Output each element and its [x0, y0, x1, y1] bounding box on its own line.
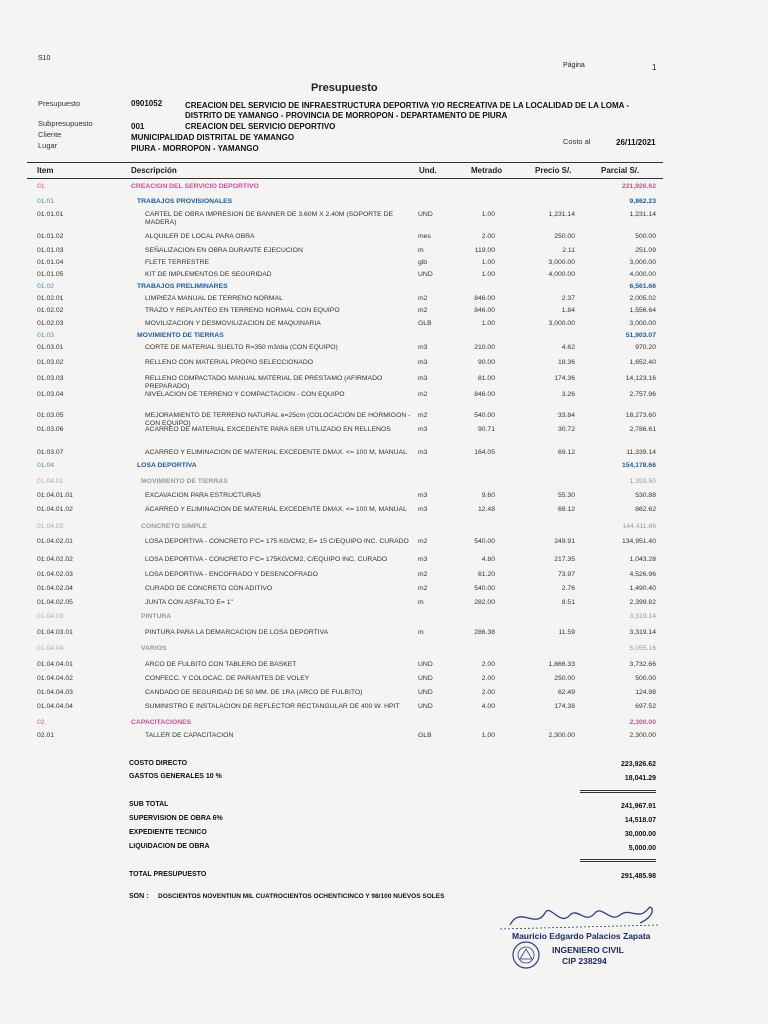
row-metrado: 2.00 [481, 661, 495, 668]
row-metrado: 282.00 [474, 599, 495, 606]
row-description: KIT DE IMPLEMENTOS DE SEGURIDAD [145, 271, 272, 278]
row-parcial: 1,556.64 [629, 307, 656, 314]
subpresupuesto-code: 001 [131, 122, 145, 131]
row-description: ARCO DE FULBITO CON TABLERO DE BASKET [145, 661, 297, 668]
row-parcial: 4,000.00 [629, 271, 656, 278]
row-precio: 30.72 [557, 426, 575, 433]
row-unit: m2 [418, 391, 428, 398]
row-unit: m2 [418, 585, 428, 592]
row-item-code: 01.04.01.01 [37, 492, 73, 499]
row-metrado: 81.00 [477, 375, 495, 382]
row-metrado: 9.60 [481, 492, 495, 499]
row-parcial: 1,231.14 [629, 211, 656, 218]
row-description: TRABAJOS PROVISIONALES [137, 198, 233, 205]
col-precio: Precio S/. [535, 166, 572, 175]
row-description: TRAZO Y REPLANTEO EN TERRENO NORMAL CON EQUIPO [145, 307, 340, 314]
row-item-code: 01.04.04.04 [37, 703, 73, 710]
row-description: MOVILIZACION Y DESMOVILIZACION DE MAQUINARIA [145, 320, 321, 327]
lugar-value: PIURA - MORROPON - YAMANGO [131, 144, 259, 153]
doc-code: S10 [38, 55, 51, 62]
row-description: LOSA DEPORTIVA [137, 462, 197, 469]
row-precio: 62.49 [557, 689, 575, 696]
row-item-code: 02.01 [37, 732, 55, 739]
row-description: ACARREO Y ELIMINACION DE MATERIAL EXCEDENTE DMAX. <= 100 M, MANUAL [145, 449, 407, 456]
row-metrado: 846.00 [474, 307, 495, 314]
row-description: CREACION DEL SERVICIO DEPORTIVO [131, 183, 259, 190]
presupuesto-name-line2: DISTRITO DE YAMANGO - PROVINCIA DE MORROPON - DEPARTAMENTO DE PIURA [185, 111, 508, 120]
gastos-label: GASTOS GENERALES 10 % [129, 773, 222, 780]
row-parcial: 500.00 [635, 233, 656, 240]
row-unit: m [418, 247, 424, 254]
subpresupuesto-name: CREACION DEL SERVICIO DEPORTIVO [185, 122, 336, 131]
row-precio: 1.84 [561, 307, 575, 314]
row-description: CANDADO DE SEGURIDAD DE 50 MM. DE 1RA (ARCO DE FULBITO) [145, 689, 363, 696]
row-description: CORTE DE MATERIAL SUELTO R=350 m3/dia (CON EQUIPO) [145, 344, 338, 351]
presupuesto-label: Presupuesto [38, 99, 81, 108]
liquidacion-value: 5,000.00 [628, 845, 656, 852]
engineer-signature-stamp [490, 895, 670, 995]
row-unit: UND [418, 271, 433, 278]
row-item-code: 01.04.03.01 [37, 629, 73, 636]
row-unit: m3 [418, 449, 428, 456]
row-item-code: 01.03.02 [37, 359, 64, 366]
signer-cip: CIP 238294 [562, 956, 607, 966]
row-parcial: 3,319.14 [629, 613, 656, 620]
row-metrado: 4.80 [481, 556, 495, 563]
row-item-code: 01.02.02 [37, 307, 64, 314]
row-item-code: 01.04.01.02 [37, 506, 73, 513]
col-item: Item [37, 166, 54, 175]
row-parcial: 4,526.96 [629, 571, 656, 578]
row-precio: 55.30 [557, 492, 575, 499]
row-parcial: 144,411.86 [622, 523, 656, 530]
expediente-label: EXPEDIENTE TECNICO [129, 829, 207, 836]
row-precio: 217.35 [554, 556, 575, 563]
row-precio: 3,000.00 [548, 259, 575, 266]
row-item-code: 01.04.04.01 [37, 661, 73, 668]
cliente-value: MUNICIPALIDAD DISTRITAL DE YAMANGO [131, 133, 295, 142]
row-item-code: 01.03.07 [37, 449, 64, 456]
row-metrado: 1.00 [481, 211, 495, 218]
row-description: NIVELACION DE TERRENO Y COMPACTACION - CON EQUIPO [145, 391, 345, 398]
row-precio: 69.12 [557, 506, 575, 513]
row-unit: m2 [418, 412, 428, 419]
signer-title: INGENIERO CIVIL [552, 945, 624, 955]
row-item-code: 01 [37, 183, 45, 190]
row-precio: 69.12 [557, 449, 575, 456]
row-unit: UND [418, 211, 433, 218]
row-unit: m2 [418, 295, 428, 302]
row-item-code: 01.02 [37, 283, 55, 290]
row-description: SUMINISTRO E INSTALACION DE REFLECTOR RECTANGULAR DE 400 W. HPIT [145, 703, 400, 710]
row-item-code: 01.04.04.02 [37, 675, 73, 682]
page-title: Presupuesto [311, 82, 378, 94]
row-item-code: 01.04.02.01 [37, 538, 73, 545]
row-metrado: 846.00 [474, 391, 495, 398]
row-parcial: 11,339.14 [626, 449, 656, 456]
page-number: 1 [652, 63, 657, 72]
row-description: TRABAJOS PRELIMINARES [137, 283, 228, 290]
row-parcial: 1,393.50 [629, 478, 656, 485]
row-metrado: 2.00 [481, 233, 495, 240]
row-item-code: 01.04.02.03 [37, 571, 73, 578]
row-description: PINTURA [141, 613, 172, 620]
subtotal-value: 241,967.91 [620, 803, 656, 810]
row-unit: glb [418, 259, 428, 266]
row-parcial: 2,005.02 [629, 295, 656, 302]
row-item-code: 01.01.05 [37, 271, 64, 278]
costo-date: 26/11/2021 [616, 138, 656, 147]
row-description: LOSA DEPORTIVA - ENCOFRADO Y DESENCOFRADO [145, 571, 318, 578]
row-parcial: 3,000.00 [629, 259, 656, 266]
costo-directo-label: COSTO DIRECTO [129, 760, 188, 767]
costo-directo-value: 223,926.62 [620, 761, 656, 768]
row-unit: UND [418, 703, 433, 710]
row-description: ACARREO Y ELIMINACION DE MATERIAL EXCEDENTE DMAX. <= 100 M, MANUAL [145, 506, 407, 513]
row-item-code: 01.04.04.03 [37, 689, 73, 696]
row-parcial: 2,786.61 [629, 426, 656, 433]
row-item-code: 01.03.06 [37, 426, 64, 433]
row-unit: m3 [418, 375, 428, 382]
row-metrado: 4.00 [481, 703, 495, 710]
row-parcial: 1,490.40 [629, 585, 656, 592]
row-parcial: 697.52 [635, 703, 656, 710]
row-description: CONCRETO SIMPLE [141, 523, 207, 530]
row-precio: 2,300.00 [548, 732, 575, 739]
row-description: LOSA DEPORTIVA - CONCRETO F'C= 175KG/CM2, C/EQUIPO INC. CURADO [145, 556, 388, 563]
subpresupuesto-label: Subpresupuesto [38, 119, 93, 128]
liquidacion-label: LIQUIDACION DE OBRA [129, 843, 210, 850]
row-parcial: 14,123.16 [625, 375, 656, 382]
row-precio: 250.00 [554, 675, 575, 682]
row-description: TALLER DE CAPACITACION [145, 732, 234, 739]
signer-name: Mauricio Edgardo Palacios Zapata [512, 931, 651, 941]
row-unit: m2 [418, 307, 428, 314]
expediente-value: 30,000.00 [624, 831, 656, 838]
row-precio: 33.84 [557, 412, 575, 419]
col-metrado: Metrado [471, 166, 503, 175]
row-parcial: 124.98 [635, 689, 656, 696]
row-parcial: 6,561.66 [629, 283, 656, 290]
son-label: SON : [129, 893, 149, 900]
row-precio: 174.36 [554, 375, 575, 382]
row-parcial: 862.62 [635, 506, 656, 513]
row-parcial: 3,732.66 [629, 661, 656, 668]
row-metrado: 1.00 [481, 732, 495, 739]
row-item-code: 01.04.02 [37, 523, 64, 530]
row-precio: 174.38 [554, 703, 575, 710]
row-precio: 2.11 [562, 247, 575, 254]
son-text: DOSCIENTOS NOVENTIUN MIL CUATROCIENTOS OCHENTICINCO Y 98/100 NUEVOS SOLES [158, 893, 445, 900]
row-parcial: 221,926.62 [621, 183, 656, 190]
row-item-code: 01.04 [37, 462, 55, 469]
row-parcial: 1,043.28 [629, 556, 656, 563]
total-value: 291,485.98 [620, 873, 656, 880]
column-header [27, 162, 663, 179]
row-item-code: 01.03.05 [37, 412, 64, 419]
row-item-code: 01.03.01 [37, 344, 64, 351]
row-description: JUNTA CON ASFALTO E= 1" [145, 599, 233, 606]
row-metrado: 846.00 [474, 295, 495, 302]
row-precio: 4,000.00 [548, 271, 575, 278]
row-description: RELLENO COMPACTADO MANUAL MATERIAL DE PRESTAMO (AFIRMADO PREPARADO) [145, 375, 383, 390]
row-item-code: 01.04.02.02 [37, 556, 73, 563]
row-metrado: 61.20 [477, 571, 495, 578]
row-precio: 249.91 [554, 538, 575, 545]
row-precio: 2.37 [561, 295, 575, 302]
row-item-code: 01.03 [37, 332, 55, 339]
row-metrado: 2.00 [481, 689, 495, 696]
row-item-code: 01.04.04 [37, 645, 64, 652]
row-item-code: 02 [37, 719, 45, 726]
row-parcial: 5,055.16 [629, 645, 656, 652]
row-metrado: 90.00 [477, 359, 495, 366]
row-description: CARTEL DE OBRA IMPRESION DE BANNER DE 3.60M X 2.40M (SOPORTE DE MADERA) [145, 211, 394, 226]
row-item-code: 01.01.02 [37, 233, 64, 240]
row-precio: 3,000.00 [548, 320, 575, 327]
presupuesto-code: 0901052 [131, 99, 163, 108]
row-description: LIMPIEZA MANUAL DE TERRENO NORMAL [145, 295, 283, 302]
row-description: RELLENO CON MATERIAL PROPIO SELECCIONADO [145, 359, 314, 366]
row-description: MEJORAMIENTO DE TERRENO NATURAL e=25cm (COLOCACION DE HORMIGON - CON EQUIPO) [145, 412, 411, 427]
col-und: Und. [419, 166, 437, 175]
row-item-code: 01.01.04 [37, 259, 64, 266]
row-metrado: 540.00 [474, 585, 495, 592]
row-unit: m3 [418, 556, 428, 563]
double-rule [580, 790, 656, 793]
row-description: MOVIMIENTO DE TIERRAS [137, 332, 224, 339]
row-unit: GLB [418, 732, 432, 739]
row-unit: m3 [418, 426, 428, 433]
row-description: EXCAVACION PARA ESTRUCTURAS [145, 492, 261, 499]
row-description: MOVIMIENTO DE TIERRAS [141, 478, 228, 485]
row-item-code: 01.01 [37, 198, 55, 205]
presupuesto-name-line1: CREACION DEL SERVICIO DE INFRAESTRUCTURA DEPORTIVA Y/O RECREATIVA DE LA LOCALIDAD DE LA LOMA - [185, 101, 630, 110]
row-description: CURADO DE CONCRETO CON ADITIVO [145, 585, 273, 592]
col-parcial: Parcial S/. [601, 166, 640, 175]
row-parcial: 251.09 [635, 247, 656, 254]
row-metrado: 540.00 [474, 538, 495, 545]
row-precio: 73.97 [557, 571, 575, 578]
row-metrado: 164.05 [474, 449, 495, 456]
row-item-code: 01.01.01 [37, 211, 64, 218]
row-item-code: 01.04.02.05 [37, 599, 73, 606]
total-label: TOTAL PRESUPUESTO [129, 871, 207, 878]
row-precio: 4.62 [561, 344, 575, 351]
row-metrado: 12.48 [477, 506, 495, 513]
row-metrado: 90.71 [477, 426, 495, 433]
row-precio: 3.26 [561, 391, 575, 398]
col-desc: Descripción [131, 166, 177, 175]
row-metrado: 119.00 [474, 247, 495, 254]
cliente-label: Cliente [38, 130, 62, 139]
row-parcial: 154,178.66 [621, 462, 656, 469]
row-precio: 1,231.14 [548, 211, 575, 218]
double-rule [580, 859, 656, 862]
row-item-code: 01.02.03 [37, 320, 64, 327]
row-unit: m2 [418, 538, 428, 545]
row-unit: GLB [418, 320, 432, 327]
row-item-code: 01.04.03 [37, 613, 64, 620]
row-parcial: 134,951.40 [621, 538, 656, 545]
row-description: CONFECC. Y COLOCAC. DE PARANTES DE VOLEY [145, 675, 310, 682]
gastos-value: 18,041.29 [624, 775, 656, 782]
row-unit: m [418, 599, 424, 606]
row-parcial: 970.20 [635, 344, 656, 351]
row-item-code: 01.04.01 [37, 478, 64, 485]
row-metrado: 286.38 [474, 629, 495, 636]
supervision-value: 14,518.07 [624, 817, 656, 824]
row-precio: 2.76 [561, 585, 575, 592]
row-item-code: 01.02.01 [37, 295, 64, 302]
row-parcial: 3,319.14 [629, 629, 656, 636]
row-item-code: 01.01.03 [37, 247, 64, 254]
row-precio: 8.51 [561, 599, 575, 606]
subtotal-label: SUB TOTAL [129, 801, 169, 808]
row-item-code: 01.04.02.04 [37, 585, 73, 592]
page-label: Página [563, 62, 585, 69]
row-description: LOSA DEPORTIVA - CONCRETO F'C= 175 KG/CM2, E= 15 C/EQUIPO INC. CURADO [145, 538, 409, 545]
row-metrado: 1.00 [481, 271, 495, 278]
costo-label: Costo al [563, 137, 591, 146]
row-metrado: 1.00 [481, 259, 495, 266]
row-parcial: 530.88 [635, 492, 656, 499]
row-unit: m2 [418, 571, 428, 578]
row-description: VARIOS [141, 645, 167, 652]
row-parcial: 1,652.40 [629, 359, 656, 366]
row-item-code: 01.03.03 [37, 375, 64, 382]
row-unit: m3 [418, 506, 428, 513]
row-parcial: 2,300.00 [629, 732, 656, 739]
row-unit: m [418, 629, 424, 636]
row-metrado: 540.00 [474, 412, 495, 419]
row-parcial: 9,862.23 [629, 198, 656, 205]
row-description: CAPACITACIONES [131, 719, 192, 726]
row-parcial: 18,273.60 [625, 412, 656, 419]
row-unit: UND [418, 675, 433, 682]
lugar-label: Lugar [38, 141, 58, 150]
row-metrado: 1.00 [481, 320, 495, 327]
row-description: SEÑALIZACION EN OBRA DURANTE EJECUCION [145, 247, 303, 254]
row-description: FLETE TERRESTRE [145, 259, 210, 266]
row-parcial: 2,399.82 [629, 599, 656, 606]
row-metrado: 2.00 [481, 675, 495, 682]
row-precio: 18.36 [557, 359, 575, 366]
row-description: PINTURA PARA LA DEMARCACION DE LOSA DEPORTIVA [145, 629, 329, 636]
row-parcial: 2,757.96 [629, 391, 656, 398]
row-unit: m3 [418, 344, 428, 351]
row-unit: UND [418, 689, 433, 696]
row-unit: mes [418, 233, 431, 240]
row-item-code: 01.03.04 [37, 391, 64, 398]
row-precio: 11.59 [558, 629, 575, 636]
supervision-label: SUPERVISION DE OBRA 6% [129, 815, 223, 822]
row-precio: 250.00 [554, 233, 575, 240]
row-parcial: 3,000.00 [629, 320, 656, 327]
row-metrado: 210.00 [474, 344, 495, 351]
row-precio: 1,866.33 [548, 661, 575, 668]
row-unit: m3 [418, 359, 428, 366]
row-parcial: 500.00 [635, 675, 656, 682]
row-unit: m3 [418, 492, 428, 499]
row-description: ALQUILER DE LOCAL PARA OBRA [145, 233, 255, 240]
row-description: ACARREO DE MATERIAL EXCEDENTE PARA SER UTILIZADO EN RELLENOS [145, 426, 391, 433]
row-unit: UND [418, 661, 433, 668]
row-parcial: 51,903.07 [625, 332, 656, 339]
row-parcial: 2,300.00 [629, 719, 656, 726]
